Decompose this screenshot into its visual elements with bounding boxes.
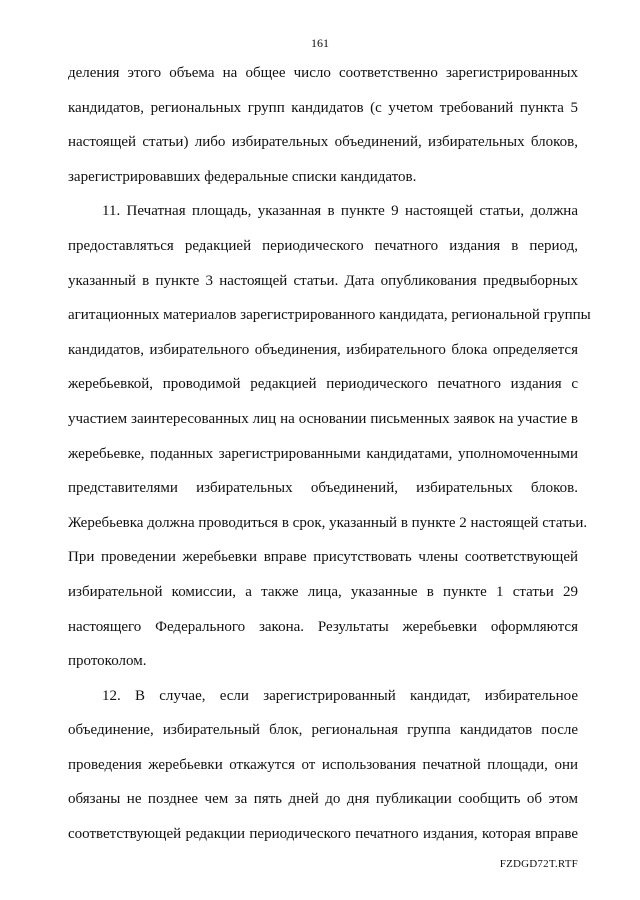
text-line: предоставляться редакцией периодического печатного издания в период, bbox=[68, 237, 578, 254]
text-line: обязаны не позднее чем за пять дней до дня публикации сообщить об этом bbox=[68, 791, 578, 808]
text-line: протоколом. bbox=[68, 653, 147, 670]
text-line: объединение, избирательный блок, региональная группа кандидатов после bbox=[68, 722, 578, 739]
text-line: проведения жеребьевки откажутся от использования печатной площади, они bbox=[68, 756, 578, 773]
paragraph-continuation bbox=[68, 56, 578, 194]
paragraph-item-12 bbox=[68, 679, 578, 852]
text-line: При проведении жеребьевки вправе присутствовать члены соответствующей bbox=[68, 549, 578, 566]
document-body bbox=[68, 56, 591, 852]
text-line: избирательной комиссии, а также лица, указанные в пункте 1 статьи 29 bbox=[68, 583, 578, 600]
document-file-code: FZDGD72T.RTF bbox=[499, 858, 578, 870]
text-line: Жеребьевка должна проводиться в срок, указанный в пункте 2 настоящей статьи. bbox=[68, 514, 588, 531]
text-line: указанный в пункте 3 настоящей статьи. Дата опубликования предвыборных bbox=[68, 272, 578, 289]
text-line: настоящего Федерального закона. Результаты жеребьевки оформляются bbox=[68, 618, 578, 635]
text-line: настоящей статьи) либо избирательных объединений, избирательных блоков, bbox=[68, 134, 578, 151]
text-line: соответствующей редакции периодического печатного издания, которая вправе bbox=[68, 826, 578, 843]
text-line: участием заинтересованных лиц на основании письменных заявок на участие в bbox=[68, 410, 578, 427]
text-line: зарегистрировавших федеральные списки кандидатов. bbox=[68, 168, 417, 185]
text-line: 12. В случае, если зарегистрированный кандидат, избирательное bbox=[102, 687, 578, 704]
text-line: жеребьевке, поданных зарегистрированными кандидатами, уполномоченными bbox=[68, 445, 578, 462]
text-line: деления этого объема на общее число соответственно зарегистрированных bbox=[68, 65, 578, 81]
text-line: кандидатов, региональных групп кандидатов (с учетом требований пункта 5 bbox=[68, 99, 578, 116]
text-line: представителями избирательных объединений, избирательных блоков. bbox=[68, 480, 578, 497]
text-line: 11. Печатная площадь, указанная в пункте 9 настоящей статьи, должна bbox=[102, 203, 578, 220]
page-number: 161 bbox=[311, 36, 329, 50]
paragraph-item-11 bbox=[68, 194, 591, 678]
text-line: агитационных материалов зарегистрированного кандидата, региональной группы bbox=[68, 307, 591, 324]
text-line: жеребьевкой, проводимой редакцией периодического печатного издания с bbox=[68, 376, 578, 393]
text-line: кандидатов, избирательного объединения, избирательного блока определяется bbox=[68, 341, 578, 358]
